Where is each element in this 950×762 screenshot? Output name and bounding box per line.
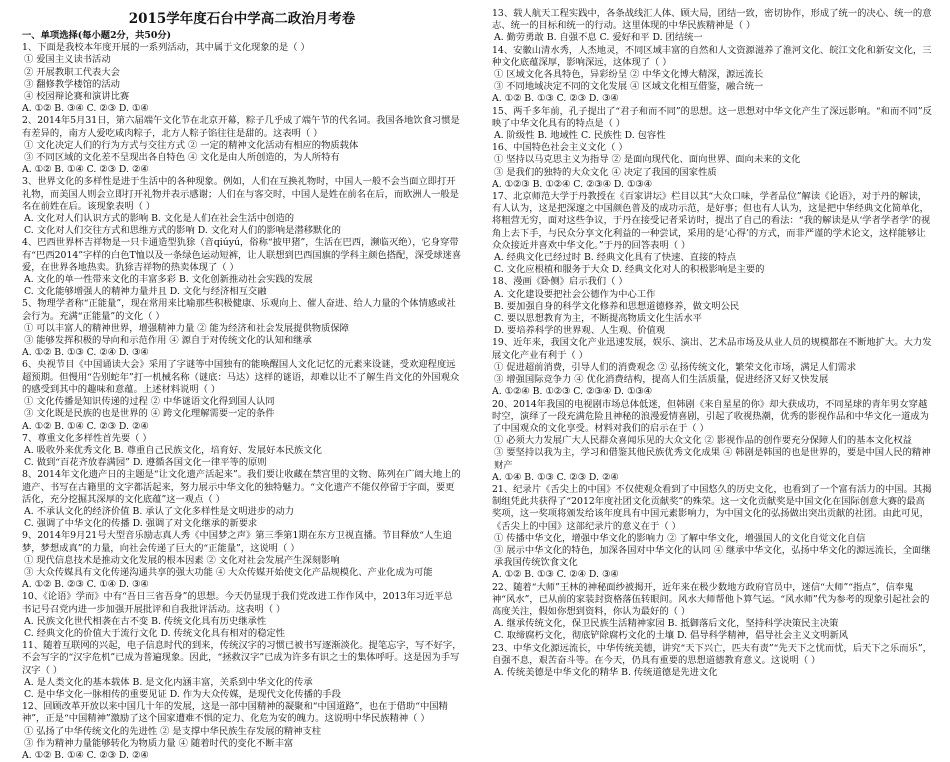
answer-choices: A. ①② B. ①③ C. ②④ D. ③④ bbox=[22, 347, 149, 359]
question-stem: 22、随着“大师”王林的神秘面纱被揭开，近年来在极少数地方政府官员中，迷信“大师”“指点”，信奉鬼神“风水”，已从前的家装封资格落伍转眼间。风水大师帮他卜算气运。“风水师”代为参考的现象引起社会的高度关注，假如你想到资料，你认为最好的（ ） bbox=[492, 581, 930, 617]
question-stem: 11、随着互联网的兴起，电子信息时代的到来，传统汉字的习惯已被书写逐渐淡化。提笔忘字，写不好字，不会写字的“汉字危机”已成为普遍现象。因此，“拯救汉字”已成为许多有识之士的集体呼吁。这是因为手写汉字（ ） bbox=[22, 640, 462, 676]
answer-choices: A. ①②③ B. ①②④ C. ②③④ D. ①③④ bbox=[492, 178, 652, 190]
option-line: ① 弘扬了中华传统文化的先进性 ② 是支撑中华民族生存发展的精神支柱 bbox=[24, 725, 322, 737]
option-line: ① 文化传播是知识传递的过程 ② 中华谜语文化得到国人认同 bbox=[24, 396, 275, 408]
question-stem: 2、2014年5月31日，第六届端午文化节在北京开幕，粽子几乎成了端午节的代名词。我国各地饮食习惯是有差异的，南方人爱吃咸肉粽子，北方人粽子馅往往是甜的。这表明（ ） bbox=[22, 115, 460, 139]
question-item bbox=[492, 276, 932, 337]
option-line: A. 吸收外来优秀文化 B. 尊重自己民族文化，培育好、发展好本民族文化 bbox=[24, 444, 322, 456]
question-stem: 18、漫画《卧侧》启示我们（ ） bbox=[492, 276, 628, 288]
option-line: C. 要以思想教育为主，不断提高物质文化生活水平 bbox=[494, 313, 702, 325]
right-question-list bbox=[492, 8, 932, 679]
option-line: ③ 文化既是民族的也是世界的 ④ 跨文化理解需要一定的条件 bbox=[24, 408, 275, 420]
option-line: ① 必须大力发展广大人民群众喜闻乐见的大众文化 ② 影视作品的创作要充分保障人们的基本文化权益 bbox=[494, 435, 912, 447]
answer-choices: A. ①② B. ①④ C. ②③ D. ②④ bbox=[22, 749, 149, 761]
option-line: C. 文化对人们交往方式和思维方式的影响 D. 文化对人们的影响是潜移默化的 bbox=[24, 225, 341, 237]
option-line: ③ 大众传媒具有文化传递沟通共享的强大功能 ④ 大众传媒开始使文化产品规模化、产业化成为可能 bbox=[24, 566, 433, 578]
question-stem: 10、《论语》学而》中有“吾日三省吾身”的思想。今天仍显现于我们党改进工作作风中，2013年习近平总书记号召党内进一步加强开展批评和自我批评活动。这表明（ ） bbox=[22, 591, 453, 615]
option-line: ① 现代信息技术是推动文化发展的根本因素 ② 文化对社会发展产生深刻影响 bbox=[24, 554, 340, 566]
question-item bbox=[22, 42, 462, 115]
option-line: A. 阶级性 B. 地域性 C. 民族性 D. 包容性 bbox=[494, 130, 666, 142]
option-line: C. 做到“百花齐放春满园” D. 遵循各国文化一律平等的原则 bbox=[24, 457, 267, 469]
question-stem: 6、央视节目《中国诵读大会》采用了字谜等中国独有的能唤醒国人文化记忆的元素来设谜，受欢迎程度远超预期。但慢用“告别蛇年”打一机械名称（谜底：马达）这样的谜语，却难以让不了解生肖文化的外国观众的感受到其中的趣味和意蕴。上述材料说明（ ） bbox=[22, 359, 460, 395]
answer-choices: A. ①② B. ①③ C. ②④ D. ③④ bbox=[492, 569, 619, 581]
option-line: C. 文化应根植和服务于大众 D. 经典文化对人的积极影响是主要的 bbox=[494, 264, 765, 276]
option-line: C. 文化能够增强人的精神力量并且 D. 文化与经济相互交融 bbox=[24, 286, 267, 298]
option-line: ① 文化决定人们的行为方式与交往方式 ② 一定的精神文化活动有相应的物质载体 bbox=[24, 139, 359, 151]
option-line: A. 文化的单一性带来文化的丰富多彩 B. 文化创新推动社会实践的发展 bbox=[24, 274, 313, 286]
question-item bbox=[22, 640, 462, 701]
option-line: ① 促进超前消费，引导人们的消费观念 ② 弘扬传统文化，繁荣文化市场，满足人们需求 bbox=[494, 361, 857, 373]
option-line: ④ 校园辩论赛和演讲比赛 bbox=[24, 91, 130, 103]
option-line: A. 文化对人们认识方式的影响 B. 文化是人们在社会生活中创造的 bbox=[24, 213, 295, 225]
question-stem: 5、物理学者称“正能量”，现在常用来比喻那些积极健康、乐观向上、催人奋进、给人力量的个体情感或社会行为。充满“正能量”的文化（ ） bbox=[22, 298, 456, 322]
option-line: ③ 能够发挥积极的导向和示范作用 ④ 源自于对传统文化的认知和继承 bbox=[24, 335, 312, 347]
question-item bbox=[492, 142, 932, 191]
question-stem: 7、尊重文化多样性首先要（ ） bbox=[22, 432, 152, 444]
option-line: A. 传统美德是中华文化的精华 B. 传统道德是先进文化 bbox=[494, 666, 718, 678]
question-item bbox=[492, 582, 932, 643]
answer-choices: A. ①② B. ①③ C. ②③ D. ③④ bbox=[492, 93, 619, 105]
question-stem: 19、近年来，我国文化产业迅速发展，娱乐、演出、艺术品市场及从业人员的规模都在不断地扩大。大力发展文化产业有利于（ ） bbox=[492, 337, 932, 361]
option-line: A. 勤劳勇敢 B. 自强不息 C. 爱好和平 D. 团结统一 bbox=[494, 32, 703, 44]
question-item bbox=[22, 591, 462, 640]
option-line: A. 经典文化已经过时 B. 经典文化具有了快速、直接的特点 bbox=[494, 252, 737, 264]
answer-choices: A. ①② B. ①④ C. ②③ D. ②④ bbox=[22, 420, 149, 432]
question-stem: 4、巴西世界杯吉祥物是一只卡通造型犰狳（音qiúyú，俗称“披甲猪”，生活在巴西，濒临灭绝），它身穿带有“巴西2014”字样的白色T恤以及一条绿色运动短裤，让人联想到巴西国旗的学科主颜色搭配，深受球迷喜爱，在世界各地热卖。犰狳吉祥物的热卖体现了（ ） bbox=[22, 237, 462, 273]
question-item bbox=[492, 399, 932, 484]
question-item bbox=[22, 433, 462, 470]
option-line: C. 强调了中华文化的传播 D. 强调了对文化继承的新要求 bbox=[24, 518, 258, 530]
question-stem: 8、2014年文化遗产日的主题是“让文化遗产活起来”。我们要让收藏在禁宫里的文物、陈列在广阔大地上的遗产、书写在古籍里的文字都活起来，努力展示中华文化的独特魅力。“文化遗产不能仅停留于字面，要更活化，充分挖掘其深厚的文化底蕴”这一观点（ ） bbox=[22, 469, 461, 505]
question-stem: 14、安徽山清水秀，人杰地灵，不同区域丰富的自然和人文资源滋养了淮河文化、皖江文化和新安文化，三种文化底蕴深厚，影响深远，这体现了（ ） bbox=[492, 44, 932, 68]
left-column bbox=[22, 8, 462, 761]
question-stem: 9、2014年9月21号大型音乐励志真人秀《中国梦之声》第三季第1期在东方卫视直播。节目释放“人生追梦，梦想成真”的力量，向社会传递了巨大的“正能量”，这说明（ ） bbox=[22, 530, 452, 554]
question-item bbox=[22, 115, 462, 176]
option-line: A. 不承认文化的经济价值 B. 承认了文化多样性是文明进步的动力 bbox=[24, 505, 295, 517]
question-stem: 13、载人航天工程实践中，各条战线汇人体、顾大局，团结一致，密切协作，形成了统一的决心、统一的意志、统一的目标和统一的行动。这里体现的中华民族精神是（ ） bbox=[492, 8, 932, 32]
question-item bbox=[492, 191, 932, 276]
left-question-list bbox=[22, 42, 462, 762]
option-line: ① 可以丰富人的精神世界，增强精神力量 ② 能为经济和社会发展提供物质保障 bbox=[24, 322, 349, 334]
question-stem: 15、两千多年前，孔子提出了“君子和而不同”的思想。这一思想对中华文化产生了深远影响。“和而不同”反映了中华文化具有的特点是（ ） bbox=[492, 105, 932, 129]
option-line: A. 民族文化世代相袭在古不变 B. 传统文化具有历史继承性 bbox=[24, 615, 267, 627]
option-line: ③ 要坚持以我为主，学习和借鉴其他民族优秀文化成果 ④ 韩剧是韩国的也是世界的，要是中国人民的精神财产 bbox=[494, 447, 931, 471]
option-line: ③ 作为精神力量能够转化为物质力量 ④ 随着时代的变化不断丰富 bbox=[24, 737, 294, 749]
question-stem: 1、下面是我校本年度开展的一系列活动，其中属于文化现象的是（ ） bbox=[22, 42, 310, 54]
question-item bbox=[492, 106, 932, 143]
question-item bbox=[22, 176, 462, 237]
option-line: ① 坚持以马克思主义为指导 ② 是面向现代化、面向世界、面向未来的文化 bbox=[494, 154, 801, 166]
section-heading: 一、单项选择(每小题2分，共50分) bbox=[22, 30, 172, 41]
option-line: C. 经典文化的价值大于流行文化 D. 传统文化具有相对的稳定性 bbox=[24, 627, 286, 639]
option-line: B. 要加强自身的科学文化修养和思想道德修养，做文明公民 bbox=[494, 300, 740, 312]
question-item bbox=[492, 643, 932, 680]
answer-choices: A. ①② B. ①④ C. ②③ D. ②④ bbox=[22, 164, 149, 176]
question-item bbox=[22, 530, 462, 591]
option-line: ③ 翻修教学楼馆的活动 bbox=[24, 78, 120, 90]
page-title: 2015学年度石台中学高二政治月考卷 bbox=[128, 11, 356, 27]
question-item bbox=[22, 701, 462, 762]
option-line: ③ 不同区域的文化差不呈现出各自特色 ④ 文化是由人所创造的，为人所特有 bbox=[24, 152, 340, 164]
option-line: C. 取缔腐朽文化，彻底铲除腐朽文化的土壤 D. 倡导科学精神，倡导社会主义文明新风 bbox=[494, 630, 849, 642]
answer-choices: A. ①② B. ③④ C. ②③ D. ①④ bbox=[22, 103, 149, 115]
question-item bbox=[492, 45, 932, 106]
option-line: ① 爱国主义读书活动 bbox=[24, 54, 111, 66]
question-item bbox=[492, 484, 932, 582]
option-line: A. 继承传统文化，保卫民族生活精神家园 B. 抵御落后文化，坚持科学决策民主决策 bbox=[494, 618, 839, 630]
answer-choices: A. ①④ B. ①③ C. ②③ D. ②④ bbox=[492, 471, 619, 483]
question-stem: 12、回顾改革开放以来中国几十年的发展，这是一部中国精神的凝聚和“中国道路”，也在于借助“中国精神”，正是“中国精神”激励了这个国家遭难不惧的定力、化危为安的魄力。这说明中华民族精神（ ） bbox=[22, 701, 448, 725]
question-item bbox=[22, 359, 462, 432]
question-stem: 20、2014年我国的电视剧市场总体低迷，但韩剧《来自星星的你》却大获成功，不同星球的青年男女穿越时空，演绎了一段充满危险且神秘的浪漫爱情喜剧，引起了收视热潮，优秀的影视作品和中华文化一道成为了中国观众的文化享受。材料对我们的启示在于（ ） bbox=[492, 398, 929, 434]
question-stem: 21、纪录片《舌尖上的中国》不仅使观众看到了中国悠久的历史文化，也看到了一个富有活力的中国。其揭制组凭此共获得了“2012年度社团文化贡献奖”的殊荣。这一文化贡献奖是中国文化在国际创意大赛的最高奖项，这一奖项将颁发给该年度具有中国元素影响力，为中国文化的弘扬做出突出贡献的社团。由此可见，《舌尖上的中国》这部纪录片的意义在于（ ） bbox=[492, 483, 932, 532]
answer-choices: A. ①②④ B. ①②③ C. ②③④ D. ①③④ bbox=[492, 386, 652, 398]
question-item bbox=[492, 337, 932, 398]
question-item bbox=[492, 8, 932, 45]
option-line: ① 传播中华文化，增强中华文化的影响力 ② 了解中华文化，增强国人的文化自觉文化自信 bbox=[494, 532, 866, 544]
option-line: C. 是中华文化一脉相传的重要见证 D. 作为大众传媒，是现代文化传播的手段 bbox=[24, 688, 341, 700]
question-item bbox=[22, 469, 462, 530]
question-stem: 16、中国特色社会主义文化（ ） bbox=[492, 142, 628, 154]
question-item bbox=[22, 298, 462, 359]
option-line: ③ 增强国际竞争力 ④ 优化消费结构，提高人们生活质量，促进经济又好又快发展 bbox=[494, 374, 829, 386]
option-line: ③ 不同地域决定不同的文化发展 ④ 区域文化相互借鉴，融合统一 bbox=[494, 81, 764, 93]
question-stem: 17、北京师范大学于丹教授在《百家讲坛》栏目以其“大众口味，学者品位”解读《论语》，对于丹的解读，有人认为，这是把深邃之中国颜色普及的成功示范，是好事；但也有人认为，这是把中华经典文化简单化，将粗营无穷，面对这些争议，于丹在接受记者采访时，提出了自己的看法：“我的解读是从‘学者学者学’的视角上去下手，与民众分享文化利益的一种尝试，采用的是‘心得’的方式，而非严谨的学术论文，这样能够让众众接近并喜欢中华文化。”于丹的回答表明（ ） bbox=[492, 191, 931, 251]
right-column bbox=[492, 8, 932, 678]
option-line: D. 要培养科学的世界观、人生观、价值观 bbox=[494, 325, 666, 337]
option-line: ① 区域文化各具特色，异彩纷呈 ② 中华文化博大精深，源远流长 bbox=[494, 69, 764, 81]
option-line: ② 开展教职工代表大会 bbox=[24, 66, 120, 78]
question-stem: 23、中华文化源远流长，中华传统美德，讲究“天下兴亡，匹夫有责”“先天下之忧而忧，后天下之乐而乐”，自强不息，艰苦奋斗等。在今天，仍具有重要的思想道德教育意义。这说明（ ） bbox=[492, 642, 932, 666]
option-line: ③ 展示中华文化的特色，加深各国对中华文化的认同 ④ 继承中华文化，弘扬中华文化的源远流长，全面继承我国传统饮食文化 bbox=[494, 544, 931, 569]
question-stem: 3、世界文化的多样性是进于生活中的各种现象。例如，人们在互换礼物时，中国人一般不会当面立即打开礼物，而美国人则会立即打开礼物并表示感谢；人们在与客交时，中国人是姓在前名在后，而欧洲人一般是名在前姓在后。该现象表明（ ） bbox=[22, 176, 459, 212]
option-line: A. 文化建设要把社会公德作为中心工作 bbox=[494, 288, 656, 300]
option-line: A. 是人类文化的基本载体 B. 是文化内涵丰富，关系到中华文化的传承 bbox=[24, 676, 313, 688]
answer-choices: A. ①② B. ②③ C. ①④ D. ③④ bbox=[22, 579, 149, 591]
option-line: ③ 是我们的独特的大众文化 ④ 决定了我国的国家性质 bbox=[494, 166, 717, 178]
question-item bbox=[22, 237, 462, 298]
